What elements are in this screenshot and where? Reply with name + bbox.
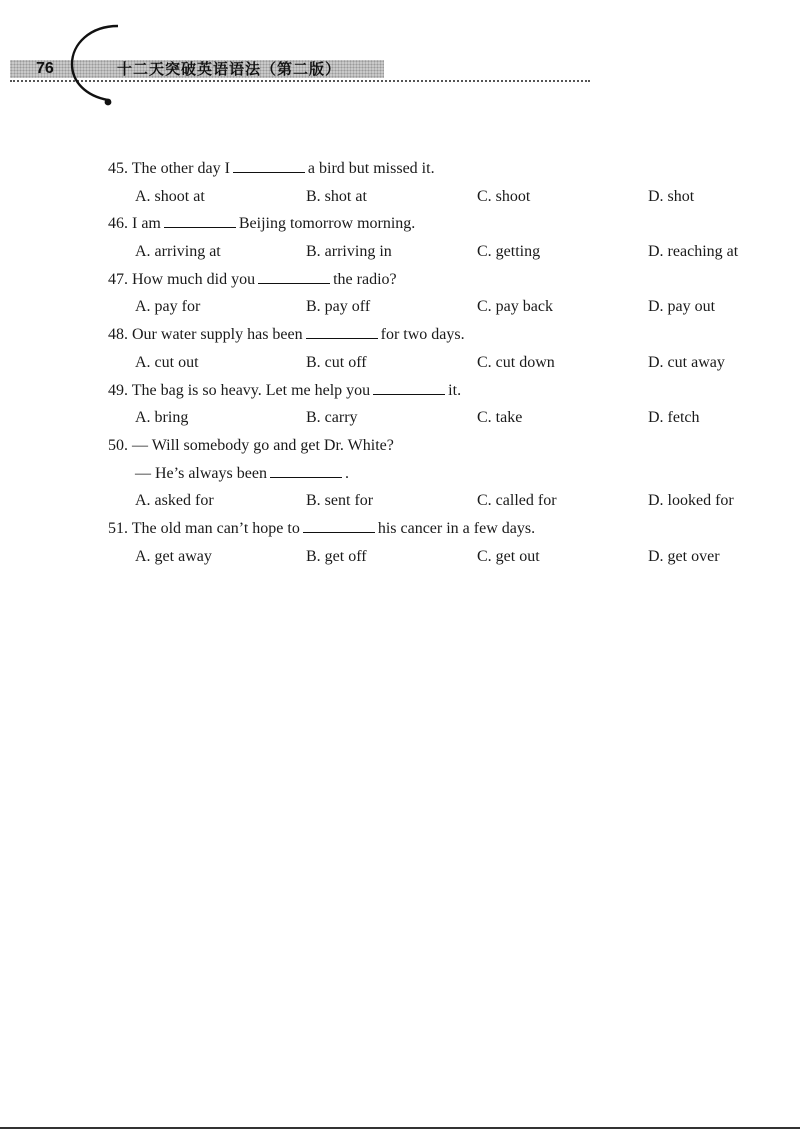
question-51 [108,515,788,570]
answer-blank [303,518,375,533]
question-45 [108,155,788,210]
option-b: B. carry [306,409,358,427]
question-stem: 45. The other day I a bird but missed it. [108,160,435,177]
option-c: C. get out [477,547,540,565]
option-a: A. shoot at [135,187,205,205]
question-stem: 51. The old man can’t hope to his cancer in a few days. [108,519,536,537]
page-number: 76 [36,60,54,77]
question-number: 51. [108,519,128,537]
question-stem-response: — He’s always been . [135,464,349,482]
answer-blank [270,463,342,478]
option-c: C. getting [477,243,541,261]
option-b: B. cut off [306,353,367,371]
option-a: A. bring [135,409,189,427]
option-d: D. cut away [648,353,725,371]
option-a: A. cut out [135,353,199,371]
option-a: A. pay for [135,298,201,316]
answer-blank [373,380,445,395]
answer-blank [233,158,305,173]
option-d: D. get over [648,547,720,565]
answer-blank [258,269,330,284]
option-b: B. get off [306,547,367,565]
option-c: C. called for [477,492,557,510]
question-stem: 48. Our water supply has been for two days. [108,326,465,344]
option-c: C. cut down [477,353,555,371]
option-d: D. looked for [648,492,734,510]
question-stem: 50. — Will somebody go and get Dr. White? [108,436,394,454]
option-b: B. shot at [306,187,367,205]
option-c: C. shoot [477,187,531,205]
question-number: 50. [108,436,128,454]
options-row [108,293,788,321]
option-b: B. pay off [306,298,371,316]
options-row [108,238,788,266]
options-row [108,543,788,571]
options-row [108,404,788,432]
options-row [108,349,788,377]
question-stem: 46. I am Beijing tomorrow morning. [108,215,416,233]
question-number: 49. [108,381,128,399]
question-47 [108,266,788,321]
option-a: A. arriving at [135,243,221,261]
option-c: C. take [477,409,523,427]
question-number: 45. [108,160,128,177]
answer-blank [306,324,378,339]
option-b: B. arriving in [306,243,392,261]
question-49 [108,377,788,432]
question-number: 46. [108,215,128,233]
question-number: 48. [108,326,128,344]
answer-blank [164,213,236,228]
question-46 [108,210,788,265]
page-bottom-rule [0,1127,800,1129]
book-title: 十二天突破英语语法（第二版） [117,60,342,78]
option-c: C. pay back [477,298,553,316]
question-48 [108,321,788,376]
option-d: D. pay out [648,298,716,316]
option-d: D. reaching at [648,243,739,261]
options-row [108,183,788,211]
option-d: D. shot [648,187,695,205]
options-row [108,487,788,515]
option-a: A. asked for [135,492,214,510]
question-50 [108,432,788,515]
option-a: A. get away [135,547,212,565]
question-stem: 49. The bag is so heavy. Let me help you it. [108,381,462,399]
question-stem: 47. How much did you the radio? [108,270,397,288]
question-list [108,155,788,570]
question-number: 47. [108,270,128,288]
option-d: D. fetch [648,409,700,427]
option-b: B. sent for [306,492,374,510]
